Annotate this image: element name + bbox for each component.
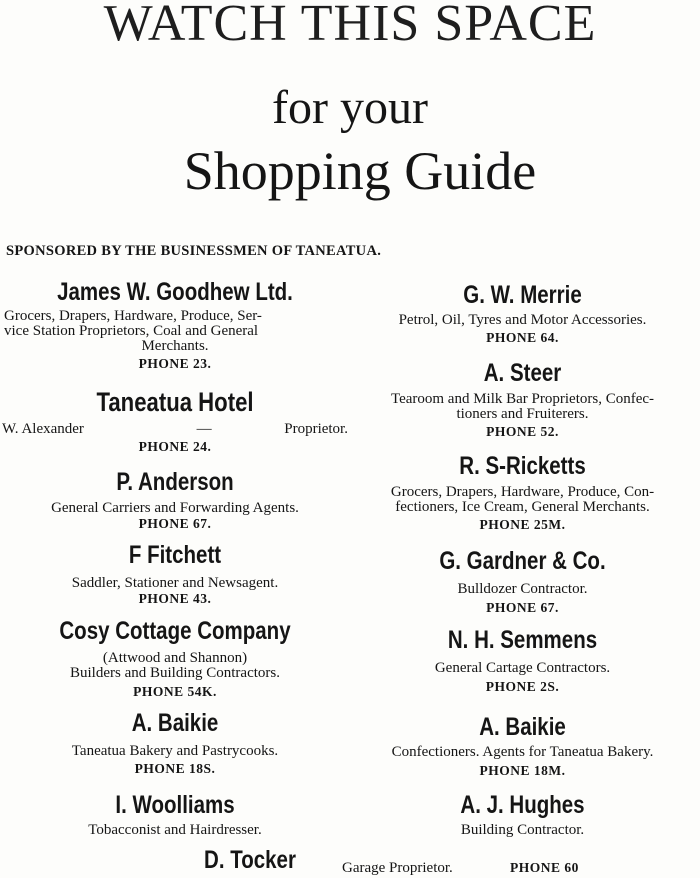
ad-desc: Builders and Building Contractors. [70,665,280,681]
ad-desc: Tobacconist and Hairdresser. [88,822,262,838]
ad-desc: Petrol, Oil, Tyres and Motor Accessories. [398,312,647,328]
ad-proprietor-row [0,421,350,437]
ad-desc: (Attwood and Shannon) [102,650,248,666]
ad-desc: General Cartage Contractors. [434,660,611,676]
ad-desc: Tearoom and Milk Bar Proprietors, Confec- [390,391,655,407]
ad-phone: PHONE 54K. [133,684,217,699]
ad-tocker-desc: Garage Proprietor. [342,860,453,876]
ad-desc: Saddler, Stationer and Newsagent. [71,575,279,591]
ad-proprietor-title: Proprietor. [284,421,348,437]
ad-phone: PHONE 67. [486,600,559,615]
ad-desc: Confectioners. Agents for Taneatua Bakery. [391,744,654,760]
ad-steer [345,358,700,440]
ad-phone: PHONE 64. [486,330,559,345]
ad-desc: Taneatua Bakery and Pastrycooks. [71,743,279,759]
ad-name: A. Steer [483,359,562,387]
ad-name: I. Woolliams [115,791,235,819]
ad-dash: — [196,421,212,437]
ad-name: A. Baikie [131,709,219,737]
ad-name: G. Gardner & Co. [439,547,606,575]
ad-cosy-cottage [0,616,350,700]
ad-phone: PHONE 23. [138,356,212,371]
ad-name: G. W. Merrie [463,281,582,309]
ad-proprietor-name: W. Alexander [2,421,84,437]
ad-desc: Bulldozer Contractor. [457,581,588,597]
ad-semmens [345,625,700,695]
ad-hughes [345,790,700,838]
ad-name: P. Anderson [116,468,234,496]
headline-watch-this-space: WATCH THIS SPACE [103,0,597,52]
ad-name: Taneatua Hotel [96,387,254,417]
ad-fitchett [0,540,350,607]
ad-name: James W. Goodhew Ltd. [57,278,293,306]
ad-desc: Merchants. [141,338,209,354]
ad-baikie-confectioners [345,712,700,779]
ad-name: A. Baikie [479,713,566,741]
ad-baikie-bakery [0,708,350,777]
ad-ricketts [345,451,700,533]
ad-phone: PHONE 52. [486,424,559,439]
ad-desc: Building Contractor. [460,822,585,838]
ad-desc: tioners and Fruiterers. [456,406,589,422]
ad-merrie [345,280,700,346]
headline-for-your: for your [272,81,428,134]
ad-phone: PHONE 18S. [134,761,216,776]
ad-anderson [0,467,350,532]
ad-name: Cosy Cottage Company [59,617,291,645]
ad-tocker [160,845,340,875]
ad-name: A. J. Hughes [460,791,585,819]
ad-name: R. S-Ricketts [459,452,586,480]
ad-phone: PHONE 67. [138,516,212,531]
headline-shopping-guide: Shopping Guide [183,141,537,201]
ad-name: N. H. Semmens [447,626,598,654]
ad-phone: PHONE 43. [138,591,212,606]
ad-desc: vice Station Proprietors, Coal and General [4,323,259,339]
ad-phone: PHONE 25M. [479,517,566,532]
ad-name: D. Tocker [204,846,296,874]
ad-taneatua-hotel [0,387,350,455]
ad-phone: PHONE 2S. [485,679,560,694]
ad-desc: General Carriers and Forwarding Agents. [51,500,299,516]
ad-desc: Grocers, Drapers, Hardware, Produce, Con- [390,484,655,500]
ad-gardner [345,546,700,616]
sponsor-line: SPONSORED BY THE BUSINESSMEN OF TANEATUA. [6,243,382,259]
ad-desc: Grocers, Drapers, Hardware, Produce, Ser- [4,308,262,324]
ad-goodhew [0,277,350,372]
ad-phone: PHONE 24. [138,439,212,454]
ad-woolliams [0,790,350,838]
ad-phone: PHONE 18M. [479,763,566,778]
ad-name: F Fitchett [128,541,222,569]
ad-tocker-phone: PHONE 60 [510,860,579,875]
ad-desc: fectioners, Ice Cream, General Merchants. [395,499,650,515]
